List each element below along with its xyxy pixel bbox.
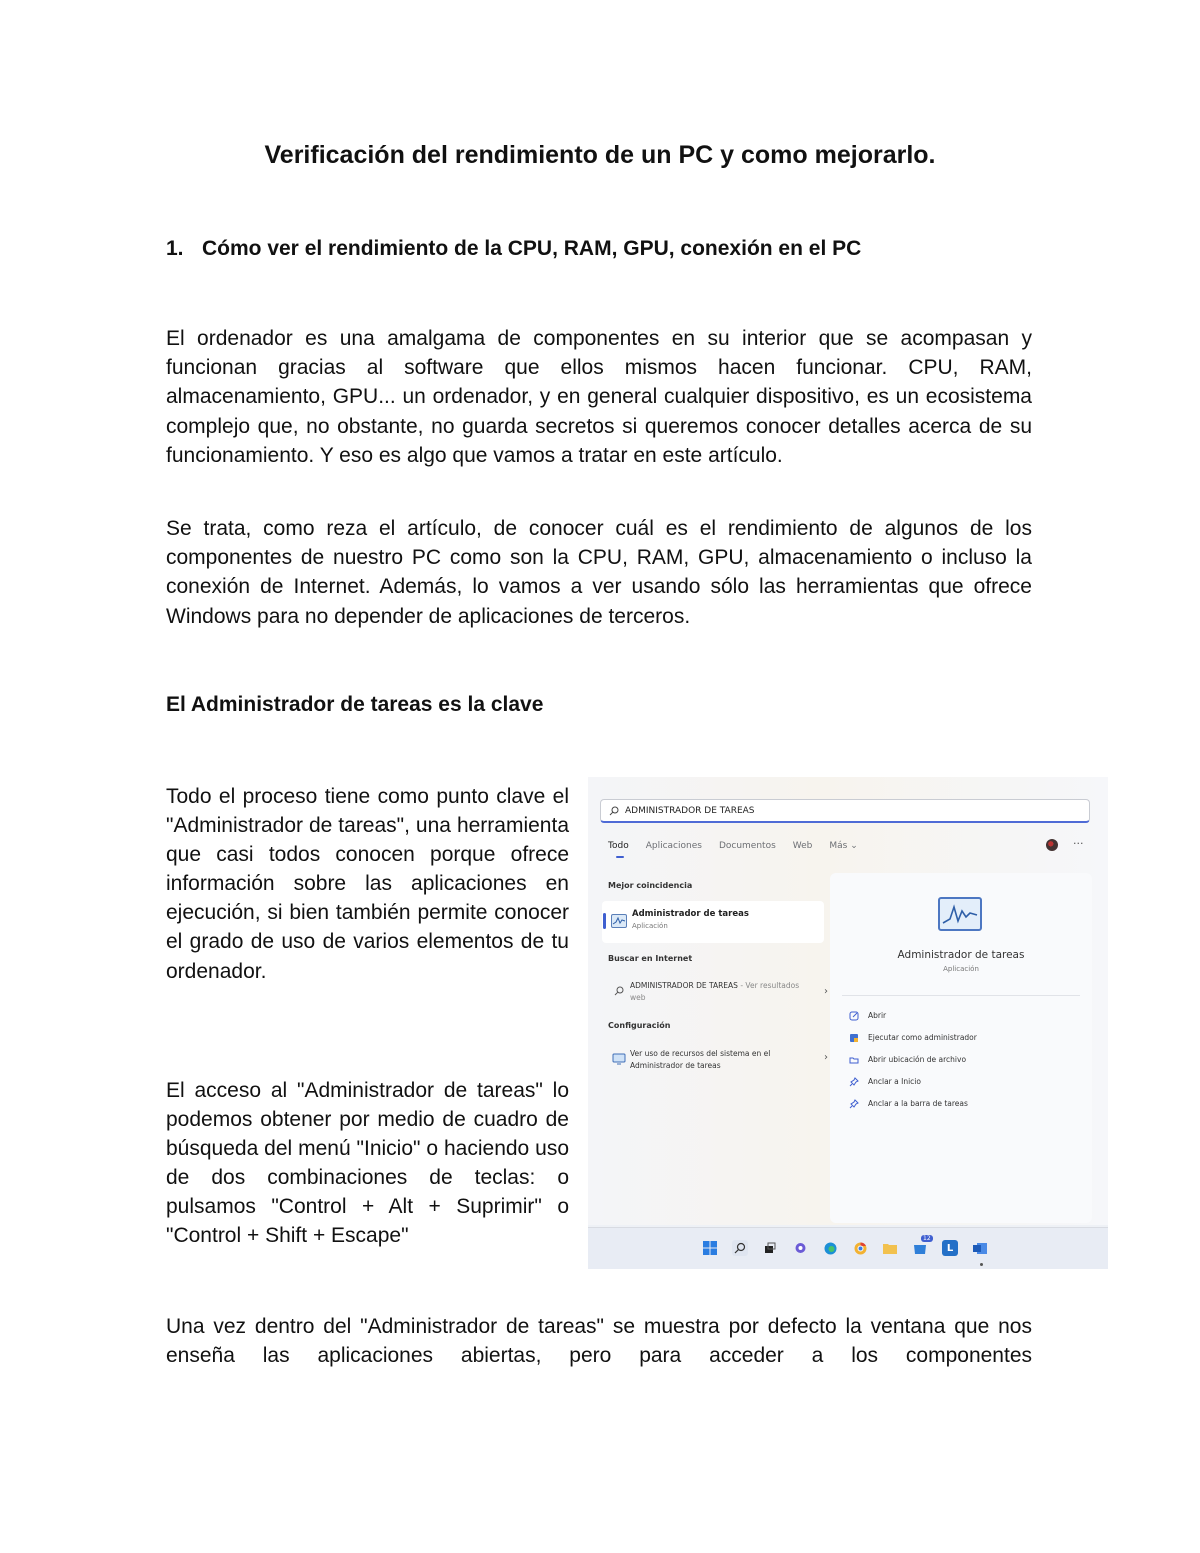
search-window [588,777,1108,1225]
folder-icon [848,1054,859,1065]
tab-todo[interactable]: Todo [608,841,629,851]
selection-indicator [603,913,606,929]
search-icon [614,986,624,996]
web-search-query: ADMINISTRADOR DE TAREAS [630,981,738,990]
side-paragraph-2: El acceso al "Administrador de tareas" lo podemos obtener por medio de cuadro de búsqueda del menú "Inicio" o haciendo uso de dos combinaciones de teclas: o pulsamos "Control + Alt + Suprimir" o "Control + Shift + Escape" [166,1079,569,1248]
action-label: Anclar a la barra de tareas [868,1099,968,1108]
open-icon [848,1010,859,1021]
best-match-label: Mejor coincidencia [608,881,693,890]
file-explorer-icon[interactable] [882,1240,898,1256]
action-label: Anclar a Inicio [868,1077,921,1086]
search-screenshot [588,777,1108,1269]
detail-subtitle: Aplicación [943,965,979,973]
detail-pane [830,873,1092,1223]
task-manager-large-icon [938,897,982,931]
task-manager-icon [611,914,627,928]
subheading: El Administrador de tareas es la clave [166,693,544,716]
active-app-indicator [980,1263,983,1266]
action-pin-taskbar[interactable] [848,1098,968,1109]
more-options-icon[interactable]: ··· [1073,837,1084,850]
task-view-icon[interactable] [762,1240,778,1256]
search-input[interactable] [625,806,1045,816]
final-paragraph: Una vez dentro del "Administrador de tareas" se muestra por defecto la ventana que nos enseña las aplicaciones abiertas, pero para acceder a los componentes [166,1315,1032,1368]
web-search-suffix: - Ver resultados web [630,981,800,1002]
tab-mas[interactable]: Más ⌄ [829,841,858,851]
intro-paragraph: El ordenador es una amalgama de componentes en su interior que se acompasan y funcionan gracias al software que ellos mismos hacen funcionar. CPU, RAM, almacenamiento, GPU... un ordenador, y en general cualquier dispositivo, es un ecosistema complejo que, no obstante, no guarda secretos si queremos conocer detalles acerca de su funcionamiento. Y eso es algo que vamos a tratar en este artículo. [166,327,1032,467]
pin-icon [848,1076,859,1087]
windows-start-icon[interactable] [702,1240,718,1256]
chrome-icon[interactable] [852,1240,868,1256]
internet-label: Buscar en Internet [608,954,693,963]
section-heading [166,234,861,264]
action-pin-start[interactable] [848,1076,921,1087]
best-match-item[interactable] [602,901,824,943]
search-icon [609,806,619,816]
search-box[interactable] [600,799,1090,823]
pin-icon [848,1098,859,1109]
page-title: Verificación del rendimiento de un PC y como mejorarlo. [264,141,936,169]
config-item-text: Ver uso de recursos del sistema en el Administrador de tareas [630,1049,771,1070]
action-label: Abrir [868,1011,887,1020]
taskbar [588,1227,1108,1269]
search-tabs [608,841,875,851]
action-open[interactable] [848,1010,886,1021]
monitor-icon [612,1053,626,1065]
tab-documentos[interactable]: Documentos [718,841,776,851]
chevron-right-icon: › [824,986,828,997]
side-paragraph-1: Todo el proceso tiene como punto clave el "Administrador de tareas", una herramienta que casi todos conocen porque ofrece información sobre las aplicaciones en ejecución, si bien también permite conocer el grado de uso de varios elementos de tu ordenador. [166,785,569,983]
notification-badge: 12 [923,1235,931,1242]
section-heading-text: Cómo ver el rendimiento de la CPU, RAM, GPU, conexión en el PC [202,237,862,260]
shield-icon [848,1032,859,1043]
action-label: Abrir ubicación de archivo [868,1055,967,1064]
chat-icon[interactable] [792,1240,808,1256]
second-paragraph: Se trata, como reza el artículo, de conocer cuál es el rendimiento de algunos de los componentes de nuestro PC como son la CPU, RAM, GPU, almacenamiento o incluso la conexión de Internet. Además, lo vamos a ver usando sólo las herramientas que ofrece Windows para no depender de aplicaciones de terceros. [166,517,1032,628]
search-icon[interactable] [732,1240,748,1256]
store-icon[interactable] [912,1235,931,1256]
section-number: 1. [166,237,184,260]
tab-aplicaciones[interactable]: Aplicaciones [645,841,702,851]
best-match-subtitle: Aplicación [632,922,668,930]
edge-icon[interactable] [822,1240,838,1256]
config-label: Configuración [608,1021,671,1030]
best-match-title: Administrador de tareas [632,909,749,919]
action-label: Ejecutar como administrador [868,1033,977,1042]
tab-web[interactable]: Web [792,841,813,851]
app-l-icon[interactable]: L [942,1240,958,1256]
action-run-as-admin[interactable] [848,1032,977,1043]
avatar[interactable] [1046,839,1058,851]
divider [842,995,1080,996]
word-icon[interactable] [972,1240,988,1256]
action-open-location[interactable] [848,1054,966,1065]
chevron-right-icon: › [824,1052,828,1063]
detail-title: Administrador de tareas [897,949,1025,961]
